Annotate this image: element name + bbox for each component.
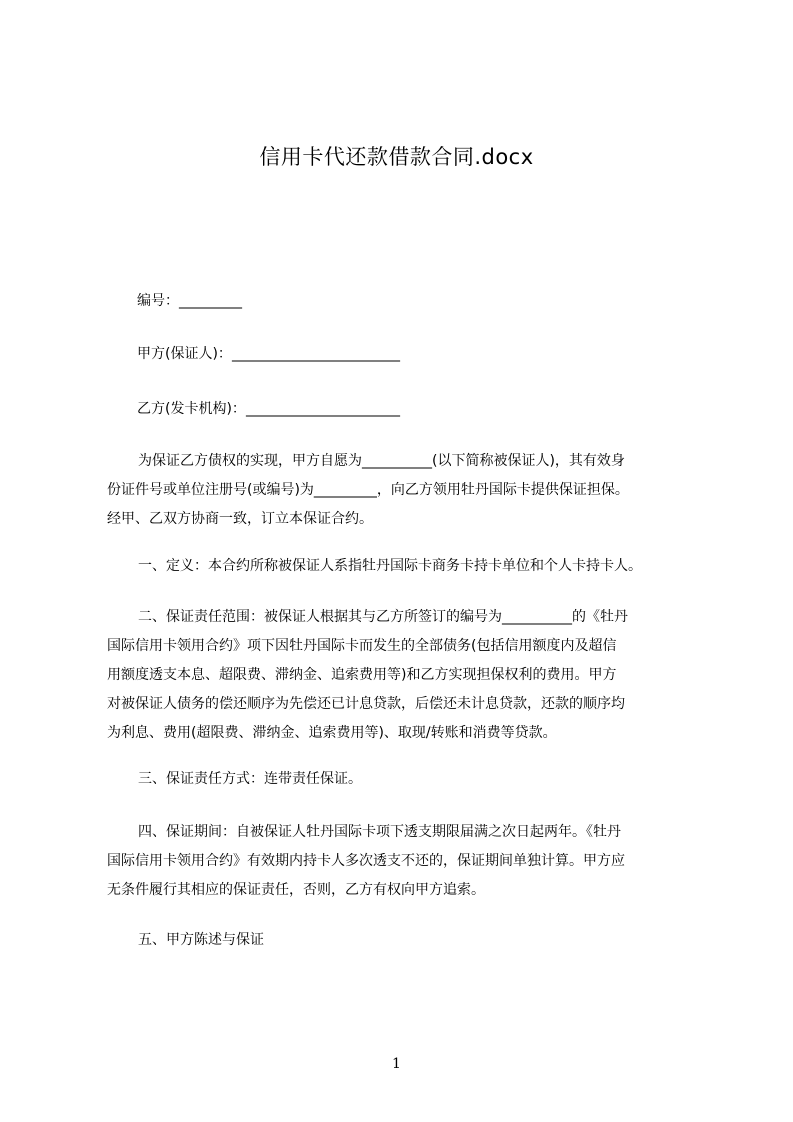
- party-b-label: 乙方(发卡机构)：: [137, 401, 246, 417]
- section-2-line: 对被保证人债务的偿还顺序为先偿还已计息贷款，后偿还未计息贷款，还款的顺序均: [107, 696, 625, 712]
- page-number: 1: [392, 1056, 401, 1072]
- section-5-line: 五、甲方陈述与保证: [138, 932, 264, 948]
- section-4-paragraph: [107, 818, 702, 905]
- section-4-line: 无条件履行其相应的保证责任，否则，乙方有权向甲方追索。: [107, 882, 485, 898]
- party-b-blank: ______________________: [245, 401, 400, 417]
- party-a-blank: ________________________: [231, 346, 400, 362]
- section-2-line: 国际信用卡领用合约》项下因牡丹国际卡而发生的全部债务(包括信用额度内及超信: [107, 638, 617, 654]
- section-2-line: 二、保证责任范围：被保证人根据其与乙方所签订的编号为__________的《牡丹: [138, 609, 628, 625]
- section-2-line: 为利息、费用(超限费、滞纳金、追索费用等)、取现/转账和消费等贷款。: [107, 725, 557, 741]
- section-4-line: 四、保证期间：自被保证人牡丹国际卡项下透支期限届满之次日起两年。《牡丹: [138, 824, 621, 840]
- section-5-paragraph: [107, 926, 702, 955]
- section-4-line: 国际信用卡领用合约》有效期内持卡人多次透支不还的，保证期间单独计算。甲方应: [107, 853, 625, 869]
- contract-number-label: 编号：: [137, 293, 179, 309]
- contract-number-field: [137, 291, 242, 311]
- party-a-label: 甲方(保证人)：: [137, 346, 232, 362]
- section-1-paragraph: [107, 552, 702, 581]
- section-3-line: 三、保证责任方式：连带责任保证。: [138, 771, 362, 787]
- contract-number-blank: _________: [179, 293, 242, 309]
- section-2-paragraph: [107, 603, 702, 748]
- intro-line: 经甲、乙双方协商一致，订立本保证合约。: [107, 511, 373, 527]
- section-1-line: 一、定义：本合约所称被保证人系指牡丹国际卡商务卡持卡单位和个人卡持卡人。: [138, 558, 642, 574]
- intro-line: 份证件号或单位注册号(或编号)为_________，向乙方领用牡丹国际卡提供保证担保。: [107, 482, 629, 498]
- section-3-paragraph: [107, 765, 702, 794]
- intro-paragraph: [107, 447, 702, 534]
- party-b-field: [137, 399, 400, 419]
- document-title: 信用卡代还款借款合同.docx: [259, 145, 534, 169]
- section-2-line: 用额度透支本息、超限费、滞纳金、追索费用等)和乙方实现担保权利的费用。甲方: [107, 667, 617, 683]
- party-a-field: [137, 344, 400, 364]
- intro-line: 为保证乙方债权的实现，甲方自愿为__________(以下简称被保证人)，其有效身: [138, 453, 625, 469]
